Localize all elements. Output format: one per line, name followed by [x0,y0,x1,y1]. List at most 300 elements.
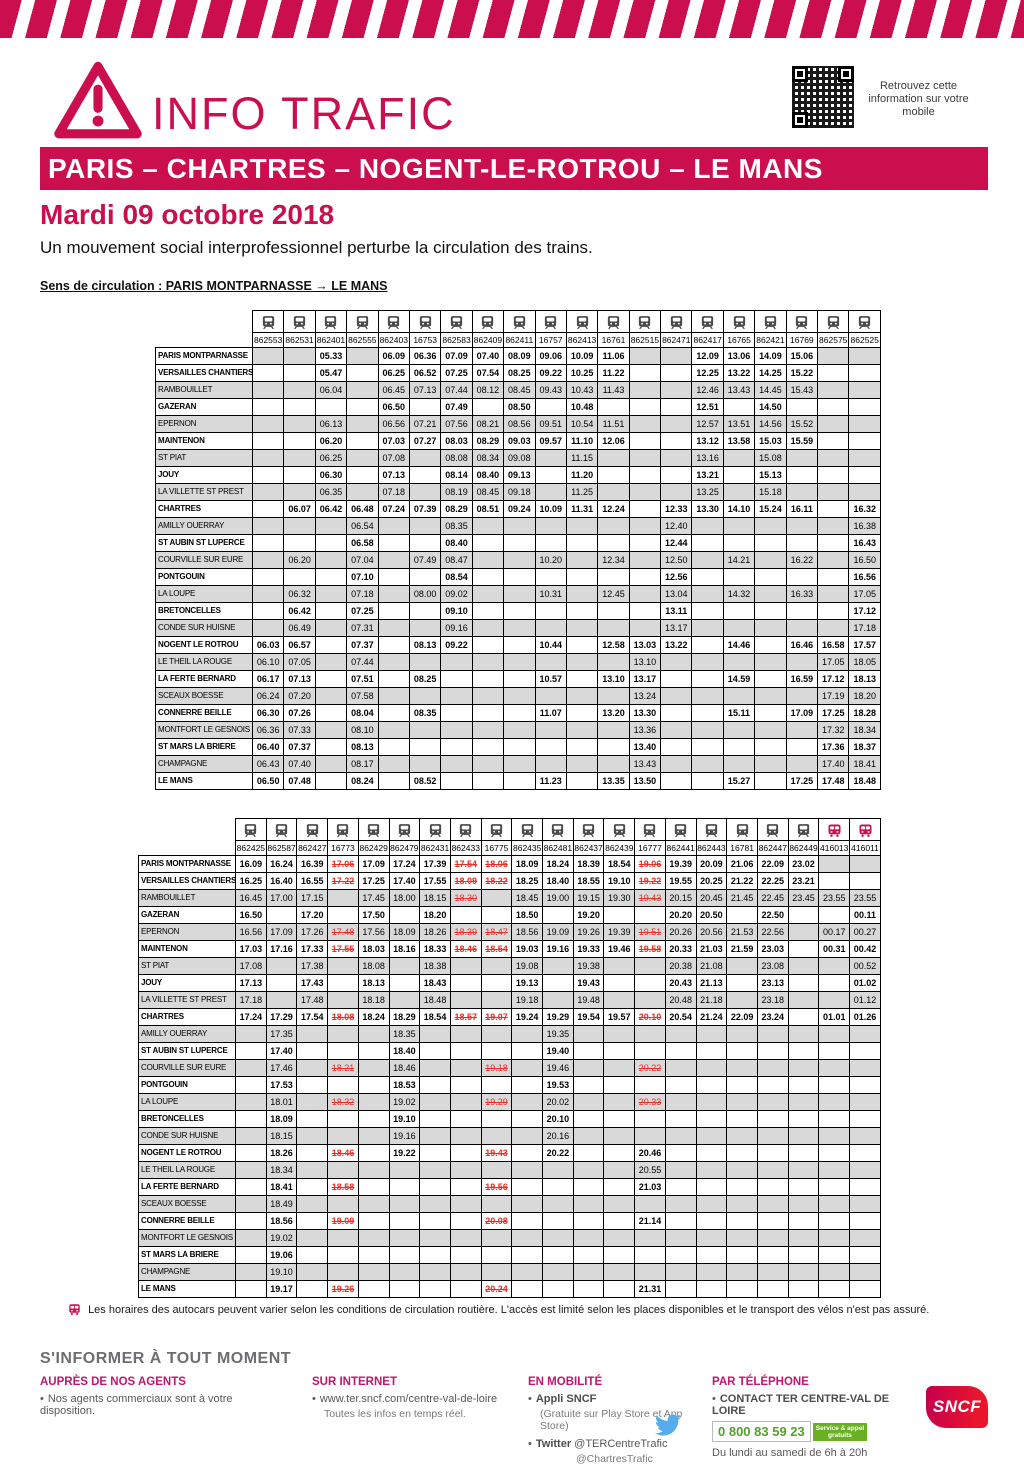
time-cell [481,1196,512,1213]
time-cell [566,518,597,535]
time-cell [450,958,481,975]
time-cell [786,756,817,773]
time-cell [850,1247,881,1264]
time-cell: 23.02 [788,856,819,873]
time-cell: 13.21 [692,467,723,484]
train-number: 16781 [727,841,758,856]
time-cell [629,348,660,365]
time-cell: 17.15 [297,890,328,907]
time-cell: 08.21 [472,416,503,433]
time-cell: 23.55 [850,890,881,907]
time-cell [849,348,881,365]
station-row [156,739,881,756]
time-cell [788,941,819,958]
time-cell: 06.25 [378,365,409,382]
train-icon [253,311,284,333]
time-cell [661,467,692,484]
time-cell [788,1009,819,1026]
time-cell [819,1179,850,1196]
time-cell [723,756,754,773]
time-cell: 16.38 [849,518,881,535]
time-cell: 08.40 [441,535,472,552]
time-cell [723,739,754,756]
time-cell: 17.05 [849,586,881,603]
time-cell: 06.04 [315,382,346,399]
time-cell [420,1281,451,1298]
time-cell [450,975,481,992]
time-cell [472,722,503,739]
time-cell: 07.08 [378,450,409,467]
time-cell: 08.24 [347,773,378,790]
station-row [156,552,881,569]
time-cell [409,739,440,756]
time-cell: 19.40 [543,1043,574,1060]
route-banner: PARIS – CHARTRES – NOGENT-LE-ROTROU – LE MANS [40,147,988,190]
time-cell [378,739,409,756]
station-row [139,856,881,873]
table-corner [156,333,253,348]
time-cell [297,1094,328,1111]
time-cell: 17.55 [420,873,451,890]
time-cell [786,518,817,535]
time-cell: 16.09 [236,856,267,873]
train-icon [604,819,635,841]
time-cell [661,484,692,501]
time-cell [409,484,440,501]
time-cell: 06.42 [315,501,346,518]
time-cell: 18.34 [266,1162,297,1179]
time-cell [566,603,597,620]
time-cell [566,586,597,603]
time-cell: 07.10 [347,569,378,586]
time-cell [315,535,346,552]
time-cell: 07.13 [284,671,315,688]
time-cell [665,1179,696,1196]
time-cell [535,756,566,773]
time-cell [818,484,849,501]
station-label: PONTGOUIN [139,1077,236,1094]
train-number: 862553 [253,333,284,348]
train-icon [315,311,346,333]
time-cell [665,1230,696,1247]
time-cell [696,1043,727,1060]
time-cell [786,739,817,756]
timetable-evening-container [138,818,881,1298]
time-cell [665,1026,696,1043]
time-cell [635,1247,666,1264]
time-cell [665,1043,696,1060]
train-icon [236,819,267,841]
time-cell: 07.25 [441,365,472,382]
time-cell [604,1077,635,1094]
time-cell [504,705,535,722]
train-number: 416013 [819,841,850,856]
train-number: 862411 [504,333,535,348]
time-cell [481,1026,512,1043]
time-cell: 11.15 [566,450,597,467]
station-label: ST PIAT [156,450,253,467]
time-cell [757,1128,788,1145]
bus-icon [819,819,850,841]
time-cell [727,1111,758,1128]
time-cell [661,722,692,739]
time-cell [849,416,881,433]
station-row [156,348,881,365]
time-cell [819,1094,850,1111]
time-cell [297,1128,328,1145]
time-cell: 17.09 [266,924,297,941]
time-cell [850,1128,881,1145]
time-cell [629,484,660,501]
time-cell [786,569,817,586]
time-cell: 20.46 [635,1145,666,1162]
time-cell [358,1077,389,1094]
station-label: BRETONCELLES [156,603,253,620]
station-label: LA VILLETTE ST PREST [139,992,236,1009]
time-cell [604,992,635,1009]
time-cell [598,535,629,552]
time-cell [629,382,660,399]
train-number: 16773 [328,841,359,856]
time-cell [788,1230,819,1247]
time-cell [450,1213,481,1230]
time-cell [253,552,284,569]
time-cell [573,1247,604,1264]
time-cell [755,586,786,603]
time-cell [819,907,850,924]
time-cell [850,1111,881,1128]
timetable-morning [155,310,881,790]
time-cell: 13.12 [692,433,723,450]
train-number: 862437 [573,841,604,856]
time-cell: 07.25 [347,603,378,620]
station-row [139,1264,881,1281]
time-cell [598,688,629,705]
time-cell [629,552,660,569]
time-cell [481,890,512,907]
time-cell [236,1026,267,1043]
time-cell [472,603,503,620]
train-icon [727,819,758,841]
time-cell: 20.50 [696,907,727,924]
time-cell: 10.31 [535,586,566,603]
station-label: CONNERRE BEILLE [156,705,253,722]
time-cell [358,1264,389,1281]
time-cell: 20.22 [543,1145,574,1162]
time-cell: 13.20 [598,705,629,722]
time-cell: 16.25 [236,873,267,890]
train-number: 862425 [236,841,267,856]
time-cell [358,1060,389,1077]
time-cell: 18.09 [450,873,481,890]
time-cell [450,1162,481,1179]
time-cell [504,756,535,773]
time-cell [629,399,660,416]
time-cell [409,569,440,586]
time-cell: 13.22 [661,637,692,654]
time-cell: 17.40 [266,1043,297,1060]
time-cell [543,1196,574,1213]
time-cell [692,535,723,552]
time-cell [420,1213,451,1230]
time-cell [819,1162,850,1179]
time-cell: 00.11 [850,907,881,924]
time-cell [819,1128,850,1145]
time-cell: 19.22 [389,1145,420,1162]
time-cell: 09.22 [441,637,472,654]
train-number: 862479 [389,841,420,856]
time-cell: 18.00 [389,890,420,907]
time-cell [236,1281,267,1298]
time-cell: 17.25 [786,773,817,790]
time-cell: 09.51 [535,416,566,433]
time-cell [566,739,597,756]
time-cell [661,671,692,688]
time-cell [692,705,723,722]
qr-finder-icon [792,112,808,128]
time-cell [604,1094,635,1111]
time-cell: 06.49 [284,620,315,637]
time-cell [786,620,817,637]
time-cell [441,756,472,773]
time-cell: 07.24 [378,501,409,518]
train-number: 16777 [635,841,666,856]
time-cell [297,1111,328,1128]
time-cell: 17.39 [420,856,451,873]
time-cell: 18.25 [512,873,543,890]
time-cell: 07.44 [441,382,472,399]
time-cell: 13.43 [629,756,660,773]
time-cell: 10.57 [535,671,566,688]
train-icon [297,819,328,841]
time-cell: 17.40 [818,756,849,773]
time-cell [755,654,786,671]
train-number: 16769 [786,333,817,348]
app-label: Appli SNCF [535,1393,597,1405]
time-cell: 19.20 [573,907,604,924]
time-cell: 19.10 [604,873,635,890]
station-label: LE MANS [156,773,253,790]
time-cell [604,1162,635,1179]
time-cell [481,1230,512,1247]
station-label: GAZERAN [156,399,253,416]
time-cell [253,535,284,552]
station-label: MONTFORT LE GESNOIS [156,722,253,739]
time-cell: 18.37 [849,739,881,756]
time-cell [297,1026,328,1043]
time-cell [315,722,346,739]
station-label: LA FERTE BERNARD [139,1179,236,1196]
time-cell: 17.43 [297,975,328,992]
time-cell [236,1094,267,1111]
time-cell [236,1230,267,1247]
time-cell [236,1213,267,1230]
time-cell: 18.35 [389,1026,420,1043]
time-cell [604,1196,635,1213]
time-cell [635,975,666,992]
train-number: 16761 [598,333,629,348]
internet-url-text: www.ter.sncf.com/centre-val-de-loire [319,1393,498,1405]
time-cell [358,1247,389,1264]
time-cell: 12.40 [661,518,692,535]
time-cell [661,365,692,382]
time-cell [347,365,378,382]
time-cell: 12.51 [692,399,723,416]
time-cell [441,688,472,705]
time-cell [472,705,503,722]
time-cell: 18.41 [266,1179,297,1196]
train-icon [665,819,696,841]
time-cell [450,1060,481,1077]
time-cell: 10.25 [566,365,597,382]
time-cell [236,1043,267,1060]
train-number: 862583 [441,333,472,348]
time-cell [284,433,315,450]
time-cell [328,992,359,1009]
time-cell: 07.18 [378,484,409,501]
time-cell: 23.13 [757,975,788,992]
time-cell [788,1026,819,1043]
time-cell [347,433,378,450]
time-cell [665,1060,696,1077]
time-cell: 06.09 [378,348,409,365]
time-cell [696,1196,727,1213]
time-cell [818,501,849,518]
time-cell: 21.06 [727,856,758,873]
time-cell: 17.26 [297,924,328,941]
time-cell: 23.03 [757,941,788,958]
time-cell [409,518,440,535]
time-cell [757,1094,788,1111]
time-cell: 09.02 [441,586,472,603]
station-label: PARIS MONTPARNASSE [139,856,236,873]
time-cell: 21.24 [696,1009,727,1026]
train-icon [481,819,512,841]
time-cell [850,1077,881,1094]
time-cell [635,958,666,975]
time-cell: 14.25 [755,365,786,382]
time-cell [819,1026,850,1043]
time-cell: 18.05 [849,654,881,671]
time-cell: 07.51 [347,671,378,688]
time-cell [604,907,635,924]
time-cell: 19.00 [543,890,574,907]
time-cell [566,671,597,688]
time-cell: 09.22 [535,365,566,382]
time-cell [409,654,440,671]
time-cell: 08.25 [504,365,535,382]
time-cell [635,1077,666,1094]
time-cell [389,1162,420,1179]
time-cell [757,1043,788,1060]
time-cell [598,399,629,416]
station-label: LA FERTE BERNARD [156,671,253,688]
station-row [139,1230,881,1247]
time-cell [757,1247,788,1264]
train-icon [420,819,451,841]
time-cell: 18.39 [450,924,481,941]
time-cell [504,654,535,671]
time-cell [409,722,440,739]
time-cell [692,637,723,654]
time-cell: 21.59 [727,941,758,958]
time-cell: 18.41 [849,756,881,773]
station-row [156,722,881,739]
time-cell [328,1111,359,1128]
time-cell: 06.03 [253,637,284,654]
time-cell: 17.08 [236,958,267,975]
time-cell: 16.55 [297,873,328,890]
time-cell: 07.40 [472,348,503,365]
time-cell: 18.48 [849,773,881,790]
time-cell [818,569,849,586]
time-cell: 18.53 [389,1077,420,1094]
time-cell: 06.50 [253,773,284,790]
time-cell: 11.51 [598,416,629,433]
time-cell: 18.30 [450,890,481,907]
time-cell: 20.54 [665,1009,696,1026]
station-label: ST MARS LA BRIERE [156,739,253,756]
time-cell: 19.26 [573,924,604,941]
station-row [139,1094,881,1111]
time-cell: 09.10 [441,603,472,620]
time-cell [297,1247,328,1264]
time-cell [850,1026,881,1043]
time-cell: 14.45 [755,382,786,399]
time-cell [535,654,566,671]
time-cell: 19.39 [604,924,635,941]
train-number: 862481 [543,841,574,856]
time-cell [818,518,849,535]
time-cell [692,671,723,688]
time-cell [818,620,849,637]
time-cell: 06.52 [409,365,440,382]
time-cell: 13.16 [692,450,723,467]
train-number: 16765 [723,333,754,348]
time-cell: 12.50 [661,552,692,569]
time-cell [850,1196,881,1213]
time-cell: 07.44 [347,654,378,671]
time-cell: 07.58 [347,688,378,705]
time-cell [512,1281,543,1298]
time-cell: 16.40 [266,873,297,890]
time-cell [819,1145,850,1162]
time-cell: 19.56 [481,1179,512,1196]
station-row [156,433,881,450]
station-row [139,1162,881,1179]
train-icon [409,311,440,333]
time-cell [788,1264,819,1281]
station-label: COURVILLE SUR EURE [139,1060,236,1077]
time-cell [472,654,503,671]
time-cell [757,1281,788,1298]
time-cell: 08.34 [472,450,503,467]
time-cell: 17.38 [297,958,328,975]
time-cell: 08.56 [504,416,535,433]
train-number: 862555 [347,333,378,348]
time-cell [284,569,315,586]
time-cell [297,1162,328,1179]
time-cell [315,773,346,790]
time-cell: 19.35 [543,1026,574,1043]
time-cell: 13.50 [629,773,660,790]
time-cell: 18.56 [512,924,543,941]
station-label: RAMBOUILLET [156,382,253,399]
time-cell [757,1145,788,1162]
time-cell [535,399,566,416]
time-cell [253,433,284,450]
time-cell: 20.08 [481,1213,512,1230]
